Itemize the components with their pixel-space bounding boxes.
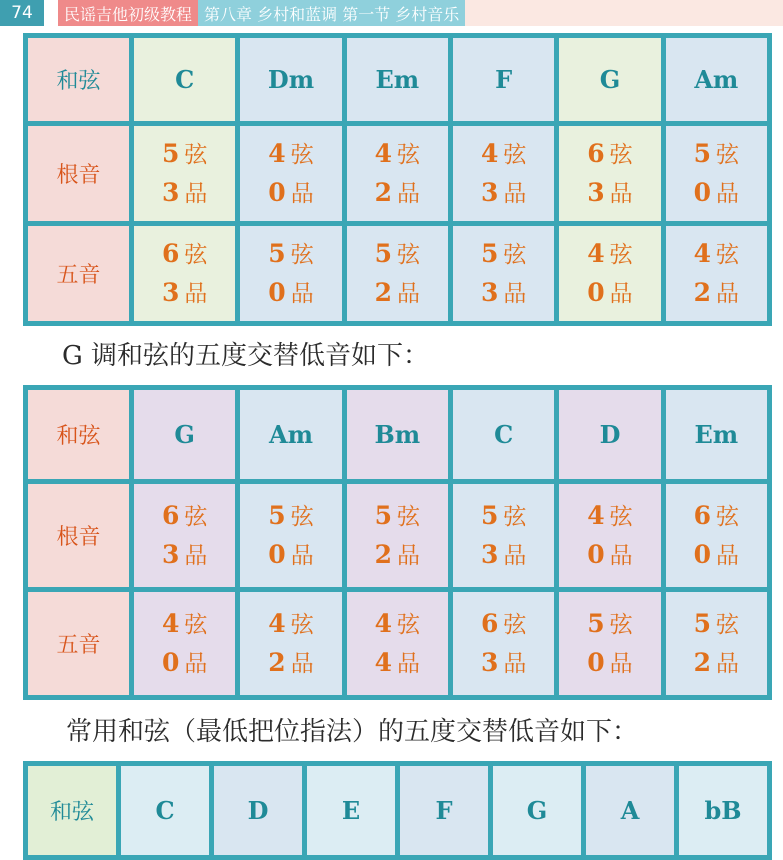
string-unit: 弦 (184, 141, 208, 168)
fret-number: 2 (374, 277, 393, 307)
fret-number: 3 (161, 177, 180, 207)
bass-cell (344, 224, 450, 324)
bass-cell (238, 482, 344, 590)
string-unit: 弦 (503, 611, 527, 638)
chord-cell (557, 36, 663, 124)
chord-cell (450, 388, 556, 482)
fret-unit: 品 (397, 180, 421, 207)
string-number: 5 (480, 500, 499, 530)
string-unit: 弦 (716, 141, 740, 168)
chapter-title: 第八章 乡村和蓝调 第一节 乡村音乐 (198, 0, 465, 26)
bass-cell (344, 124, 450, 224)
fifth-row (26, 590, 770, 698)
string-unit: 弦 (716, 611, 740, 638)
fret-number: 2 (693, 277, 712, 307)
string-unit: 弦 (609, 141, 633, 168)
chord-name: G (526, 796, 548, 825)
chord-cell (398, 764, 491, 858)
string-number: 6 (480, 608, 499, 638)
chord-name: C (494, 420, 514, 449)
page-number: 74 (0, 0, 44, 26)
row-label-chord (26, 36, 132, 124)
row-label-fifth (26, 590, 132, 698)
string-unit: 弦 (397, 503, 421, 530)
common-chords-bass-table (23, 761, 772, 860)
bass-cell (663, 124, 769, 224)
fret-unit: 品 (716, 280, 740, 307)
fret-unit: 品 (184, 280, 208, 307)
page-header (0, 0, 783, 26)
chord-cell (238, 388, 344, 482)
row-label-fifth (26, 224, 132, 324)
chord-cell (663, 36, 769, 124)
fret-number: 3 (161, 277, 180, 307)
fret-unit: 品 (184, 180, 208, 207)
fret-unit: 品 (290, 650, 314, 677)
row-label-text: 和弦 (56, 424, 101, 449)
fret-unit: 品 (503, 542, 527, 569)
root-row (26, 124, 770, 224)
string-unit: 弦 (503, 503, 527, 530)
fret-unit: 品 (290, 280, 314, 307)
chord-name: D (599, 420, 621, 449)
chord-name: E (341, 796, 361, 825)
bass-cell (663, 224, 769, 324)
chord-cell (344, 388, 450, 482)
string-number: 4 (374, 608, 393, 638)
row-label-root (26, 482, 132, 590)
header-filler (465, 0, 783, 26)
chord-name: Bm (374, 420, 421, 449)
book-title: 民谣吉他初级教程 (58, 0, 198, 26)
string-unit: 弦 (397, 241, 421, 268)
bass-cell (132, 224, 238, 324)
fret-number: 3 (480, 277, 499, 307)
string-unit: 弦 (397, 141, 421, 168)
string-unit: 弦 (503, 141, 527, 168)
chord-name: D (247, 796, 269, 825)
bass-cell (238, 590, 344, 698)
chord-name: Am (268, 420, 313, 449)
bass-cell (132, 124, 238, 224)
string-unit: 弦 (290, 141, 314, 168)
fret-number: 3 (480, 539, 499, 569)
bass-cell (344, 482, 450, 590)
string-unit: 弦 (290, 611, 314, 638)
bass-cell (450, 590, 556, 698)
string-number: 6 (161, 238, 180, 268)
fret-unit: 品 (397, 280, 421, 307)
string-unit: 弦 (609, 503, 633, 530)
chord-name: Am (694, 65, 739, 94)
string-number: 5 (693, 608, 712, 638)
bass-cell (238, 124, 344, 224)
fret-unit: 品 (397, 542, 421, 569)
chord-row (26, 36, 770, 124)
chord-cell (491, 764, 584, 858)
fret-number: 0 (693, 539, 712, 569)
root-row (26, 482, 770, 590)
chord-name: Em (694, 420, 739, 449)
fret-number: 0 (587, 539, 605, 569)
chord-cell (238, 36, 344, 124)
fret-number: 0 (268, 177, 286, 207)
chord-name: F (435, 796, 453, 825)
fret-number: 2 (374, 177, 393, 207)
row-label-text: 和弦 (56, 69, 101, 94)
row-label-text: 五音 (56, 633, 101, 658)
row-label-text: 根音 (56, 525, 101, 550)
fret-number: 0 (693, 177, 712, 207)
caption-common-chords: 常用和弦（最低把位指法）的五度交替低音如下： (66, 717, 639, 747)
chord-name: Dm (267, 65, 315, 94)
fret-unit: 品 (609, 650, 633, 677)
fret-number: 2 (268, 647, 286, 677)
row-label-text: 五音 (56, 263, 101, 288)
string-number: 5 (374, 238, 393, 268)
string-unit: 弦 (503, 241, 527, 268)
fret-unit: 品 (503, 280, 527, 307)
fret-unit: 品 (716, 650, 740, 677)
fret-number: 4 (374, 647, 393, 677)
fret-number: 0 (268, 539, 286, 569)
string-unit: 弦 (290, 241, 314, 268)
string-number: 5 (374, 500, 393, 530)
chord-cell (132, 36, 238, 124)
fret-number: 0 (587, 277, 605, 307)
string-number: 4 (374, 138, 393, 168)
bass-cell (450, 482, 556, 590)
string-number: 4 (480, 138, 499, 168)
fret-unit: 品 (609, 542, 633, 569)
string-unit: 弦 (184, 503, 208, 530)
bass-cell (450, 224, 556, 324)
g-key-bass-table (23, 385, 772, 700)
chord-cell (212, 764, 305, 858)
string-number: 4 (587, 500, 605, 530)
chord-name: bB (704, 796, 742, 825)
string-number: 4 (587, 238, 605, 268)
fret-number: 3 (587, 177, 605, 207)
string-number: 5 (480, 238, 499, 268)
chord-name: A (620, 796, 640, 825)
chord-name: G (599, 65, 621, 94)
fifth-row (26, 224, 770, 324)
fret-unit: 品 (609, 280, 633, 307)
bass-cell (663, 590, 769, 698)
bass-cell (132, 590, 238, 698)
string-number: 6 (161, 500, 180, 530)
string-unit: 弦 (184, 611, 208, 638)
fret-number: 3 (480, 647, 499, 677)
string-number: 6 (587, 138, 605, 168)
fret-unit: 品 (397, 650, 421, 677)
bass-cell (450, 124, 556, 224)
chord-cell (344, 36, 450, 124)
fret-unit: 品 (184, 650, 208, 677)
chord-name: F (495, 65, 513, 94)
string-unit: 弦 (290, 503, 314, 530)
bass-cell (557, 482, 663, 590)
chord-row (26, 764, 770, 858)
bass-cell (344, 590, 450, 698)
c-key-bass-table (23, 33, 772, 326)
row-label-chord (26, 388, 132, 482)
fret-number: 0 (161, 647, 180, 677)
string-unit: 弦 (716, 241, 740, 268)
chord-name: C (175, 65, 195, 94)
bass-cell (557, 224, 663, 324)
chord-row (26, 388, 770, 482)
fret-unit: 品 (716, 542, 740, 569)
string-number: 4 (693, 238, 712, 268)
string-unit: 弦 (609, 241, 633, 268)
bass-cell (132, 482, 238, 590)
row-label-root (26, 124, 132, 224)
chord-cell (305, 764, 398, 858)
chord-cell (677, 764, 770, 858)
chord-cell (132, 388, 238, 482)
chord-cell (119, 764, 212, 858)
string-number: 4 (268, 138, 286, 168)
string-number: 4 (161, 608, 180, 638)
chord-cell (450, 36, 556, 124)
chord-cell (663, 388, 769, 482)
row-label-chord (26, 764, 119, 858)
string-unit: 弦 (609, 611, 633, 638)
bass-cell (663, 482, 769, 590)
row-label-text: 根音 (56, 163, 101, 188)
string-number: 5 (268, 500, 286, 530)
fret-unit: 品 (503, 650, 527, 677)
chord-cell (584, 764, 677, 858)
chord-name: C (155, 796, 175, 825)
fret-number: 0 (587, 647, 605, 677)
fret-number: 0 (268, 277, 286, 307)
fret-unit: 品 (716, 180, 740, 207)
string-number: 5 (161, 138, 180, 168)
fret-number: 3 (161, 539, 180, 569)
string-unit: 弦 (397, 611, 421, 638)
fret-number: 3 (480, 177, 499, 207)
string-number: 6 (693, 500, 712, 530)
string-unit: 弦 (184, 241, 208, 268)
chord-name: Em (375, 65, 420, 94)
string-number: 5 (587, 608, 605, 638)
fret-number: 2 (693, 647, 712, 677)
string-number: 5 (268, 238, 286, 268)
row-label-text: 和弦 (49, 800, 94, 825)
bass-cell (557, 124, 663, 224)
bass-cell (238, 224, 344, 324)
fret-unit: 品 (503, 180, 527, 207)
chord-cell (557, 388, 663, 482)
fret-unit: 品 (184, 542, 208, 569)
string-number: 5 (693, 138, 712, 168)
string-unit: 弦 (716, 503, 740, 530)
chord-name: G (174, 420, 195, 449)
string-number: 4 (268, 608, 286, 638)
fret-unit: 品 (609, 180, 633, 207)
fret-unit: 品 (290, 180, 314, 207)
bass-cell (557, 590, 663, 698)
fret-unit: 品 (290, 542, 314, 569)
fret-number: 2 (374, 539, 393, 569)
caption-g-key: G 调和弦的五度交替低音如下： (62, 341, 430, 371)
